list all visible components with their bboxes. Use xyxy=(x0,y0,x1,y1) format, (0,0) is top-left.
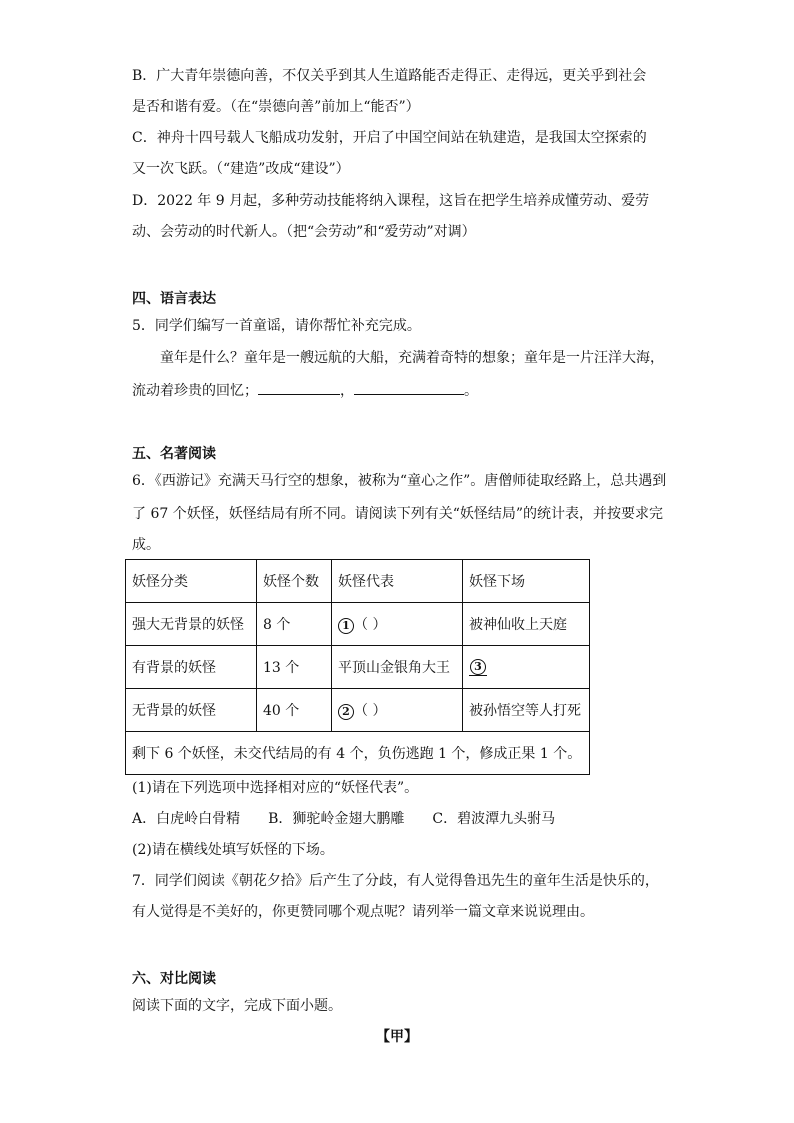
cell-representative: 平顶山金银角大王 xyxy=(332,646,463,689)
monster-stats-table xyxy=(125,559,590,775)
cell-category: 强大无背景的妖怪 xyxy=(126,603,257,646)
cell-representative xyxy=(332,603,463,646)
option-b-line-2: 是否和谐有爱。（在“崇德向善”前加上“能否”） xyxy=(132,99,420,115)
cell-representative xyxy=(332,689,463,732)
question-6-line-3: 成。 xyxy=(132,537,160,553)
cell-count: 40 个 xyxy=(257,689,332,732)
table-footer-row xyxy=(126,732,590,775)
header-representative: 妖怪代表 xyxy=(332,560,463,603)
section-5-title: 五、名著阅读 xyxy=(132,446,216,462)
table-header-row xyxy=(126,560,590,603)
fate-answer-blank[interactable] xyxy=(469,658,487,676)
cell-fate[interactable] xyxy=(463,646,590,689)
answer-blank-1[interactable] xyxy=(258,380,340,395)
table-row xyxy=(126,646,590,689)
cell-fate: 被孙悟空等人打死 xyxy=(463,689,590,732)
sub-question-1: (1)请在下列选项中选择相对应的“妖怪代表”。 xyxy=(132,780,419,796)
question-6-line-1: 6．《西游记》充满天马行空的想象，被称为“童心之作”。唐僧师徒取经路上，总共遇到 xyxy=(132,473,667,489)
option-d-line-2: 动、会劳动的时代新人。（把“会劳动”和“爱劳动”对调） xyxy=(132,224,476,240)
blank-parens[interactable]: （ ） xyxy=(354,617,387,633)
cell-category: 有背景的妖怪 xyxy=(126,646,257,689)
option-c-line-2: 又一次飞跃。（“建造”改成“建设”） xyxy=(132,161,350,177)
option-d-line-1: D．2022 年 9 月起，多种劳动技能将纳入课程，这旨在把学生培养成懂劳动、爱劳 xyxy=(132,193,650,209)
section-4-title: 四、语言表达 xyxy=(132,291,216,307)
cell-fate: 被神仙收上天庭 xyxy=(463,603,590,646)
header-fate: 妖怪下场 xyxy=(463,560,590,603)
question-6-line-2: 了 67 个妖怪，妖怪结局有所不同。请阅读下列有关“妖怪结局”的统计表，并按要求完 xyxy=(132,506,664,522)
comma: ， xyxy=(340,383,354,399)
cell-category: 无背景的妖怪 xyxy=(126,689,257,732)
option-b-line-1: B．广大青年崇德向善，不仅关乎到其人生道路能否走得正、走得远，更关乎到社会 xyxy=(132,68,647,84)
blank-parens[interactable]: （ ） xyxy=(354,703,387,719)
circled-number: 3 xyxy=(470,659,486,675)
poem-line-2 xyxy=(132,380,478,401)
question-7-line-2: 有人觉得是不美好的，你更赞同哪个观点呢？请列举一篇文章来说说理由。 xyxy=(132,904,594,920)
passage-label: 【甲】 xyxy=(376,1029,418,1045)
section-6-title: 六、对比阅读 xyxy=(132,971,216,987)
option-c-line-1: C．神舟十四号载人飞船成功发射，开启了中国空间站在轨建造，是我国太空探索的 xyxy=(132,130,647,146)
answer-choices: A．白虎岭白骨精 B．狮驼岭金翅大鹏雕 C．碧波潭九头驸马 xyxy=(132,811,556,827)
circled-number: 2 xyxy=(338,704,354,720)
table-footer-note: 剩下 6 个妖怪，未交代结局的有 4 个，负伤逃跑 1 个，修成正果 1 个。 xyxy=(126,732,590,775)
table-row xyxy=(126,603,590,646)
answer-blank-2[interactable] xyxy=(354,380,464,395)
question-5: 5．同学们编写一首童谣，请你帮忙补充完成。 xyxy=(132,318,421,334)
period: 。 xyxy=(464,383,478,399)
poem-line-1: 童年是什么？童年是一艘远航的大船，充满着奇特的想象；童年是一片汪洋大海， xyxy=(160,350,664,366)
cell-count: 8 个 xyxy=(257,603,332,646)
cell-count: 13 个 xyxy=(257,646,332,689)
circled-number: 1 xyxy=(338,618,354,634)
table-row xyxy=(126,689,590,732)
header-category: 妖怪分类 xyxy=(126,560,257,603)
section-6-instruction: 阅读下面的文字，完成下面小题。 xyxy=(132,998,342,1014)
question-7-line-1: 7．同学们阅读《朝花夕拾》后产生了分歧，有人觉得鲁迅先生的童年生活是快乐的， xyxy=(132,873,659,889)
header-count: 妖怪个数 xyxy=(257,560,332,603)
poem-line-2-text: 流动着珍贵的回忆； xyxy=(132,383,258,399)
sub-question-2: (2)请在横线处填写妖怪的下场。 xyxy=(132,842,334,858)
